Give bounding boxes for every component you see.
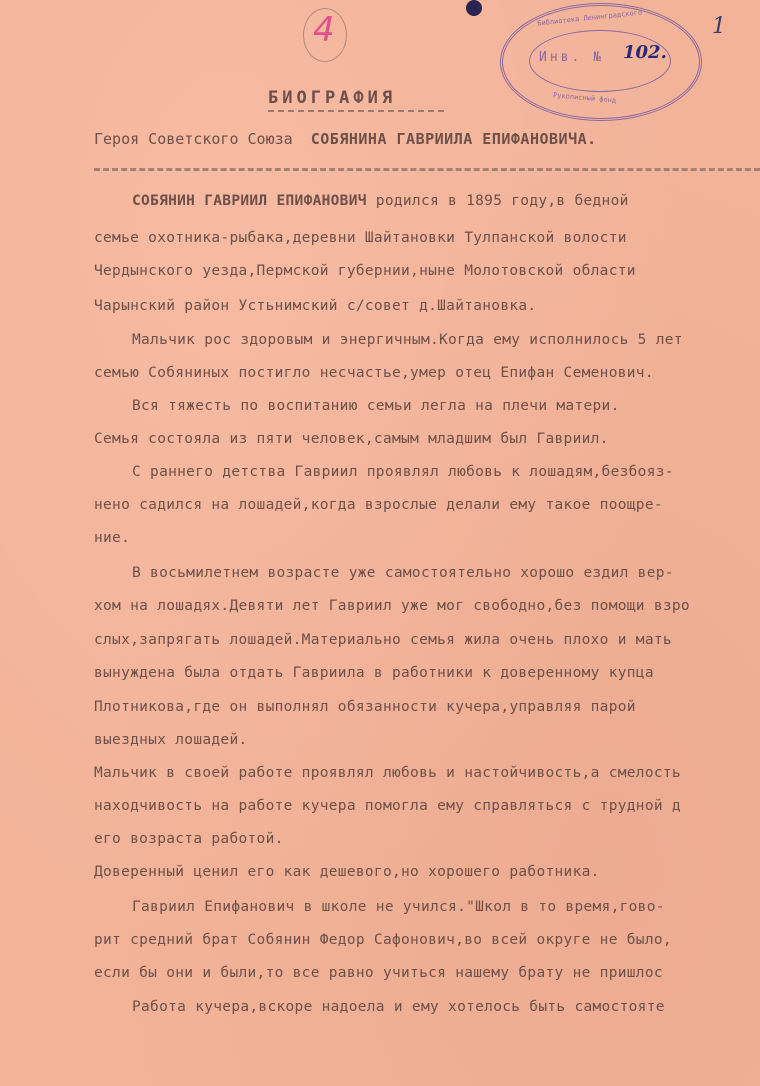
body-line: [94, 965, 663, 981]
title-underline: [268, 110, 444, 114]
body-line: [132, 999, 665, 1015]
stamp-top-text: Библиотека Ленинградского: [536, 8, 643, 28]
body-line: [94, 497, 663, 513]
body-line-text: находчивость на работе кучера помогла ему справляться с трудной д: [94, 798, 681, 814]
document-title: БИОГРАФИЯ: [268, 88, 397, 108]
body-line: [94, 932, 672, 948]
body-line-text: семью Собяниных постигло несчастье,умер отец Епифан Семенович.: [94, 365, 654, 381]
body-line-text: семье охотника-рыбака,деревни Шайтановки Тулпанской волости: [94, 230, 627, 246]
body-line: [132, 464, 674, 480]
body-line: [94, 665, 654, 681]
body-line-text: его возраста работой.: [94, 831, 284, 847]
body-line: [94, 765, 681, 781]
body-line-text: если бы они и были,то все равно учиться нашему брату не пришлос: [94, 965, 663, 981]
body-line-text: Гавриил Епифанович в школе не учился."Школ в то время,гово-: [132, 899, 665, 915]
folio-number: 4: [313, 10, 335, 50]
stamp-handwritten-number: 102.: [623, 42, 667, 63]
body-line: [94, 699, 636, 715]
header-rule: [94, 168, 760, 171]
body-line: [94, 798, 681, 814]
body-line: [132, 899, 665, 915]
body-line-text: Мальчик рос здоровым и энергичным.Когда ему исполнилось 5 лет: [132, 332, 683, 348]
stamp-inventory-label: Инв. №: [539, 50, 604, 65]
body-line-text: слых,запрягать лошадей.Материально семья жила очень плохо и мать: [94, 632, 672, 648]
body-line: [94, 831, 284, 847]
body-line-text: Чарынский район Устьнимский с/совет д.Шайтановка.: [94, 298, 537, 314]
body-line-text: С раннего детства Гавриил проявлял любовь к лошадям,безбояз-: [132, 464, 674, 480]
body-line: [132, 398, 620, 414]
body-line-text: Семья состояла из пяти человек,самым младшим был Гавриил.: [94, 431, 609, 447]
body-line-text: В восьмилетнем возрасте уже самостоятельно хорошо ездил вер-: [132, 565, 674, 581]
body-line: [132, 332, 683, 348]
body-line: [94, 263, 636, 279]
archive-stamp: [500, 3, 702, 121]
body-line-name: СОБЯНИН ГАВРИИЛ ЕПИФАНОВИЧ: [132, 193, 367, 209]
body-line-text: Чердынского уезда,Пермской губернии,ныне Молотовской области: [94, 263, 636, 279]
body-line: [94, 230, 627, 246]
body-line: [132, 193, 629, 209]
body-line: [94, 431, 609, 447]
subtitle-name: СОБЯНИНА ГАВРИИЛА ЕПИФАНОВИЧА.: [310, 130, 597, 148]
body-line-text: Доверенный ценил его как дешевого,но хорошего работника.: [94, 864, 600, 880]
body-line: [94, 632, 672, 648]
sheet-number: 1: [712, 14, 726, 39]
body-line: [132, 565, 674, 581]
body-line-text: рит средний брат Собянин Федор Сафонович,во всей округе не было,: [94, 932, 672, 948]
body-line-text: Мальчик в своей работе проявлял любовь и настойчивость,а смелость: [94, 765, 681, 781]
body-line: [94, 530, 130, 546]
body-line-text: Вся тяжесть по воспитанию семьи легла на плечи матери.: [132, 398, 620, 414]
body-line: [94, 598, 690, 614]
body-line-text: выездных лошадей.: [94, 732, 248, 748]
body-line-text: ние.: [94, 530, 131, 546]
body-line-text: нено садился на лошадей,когда взрослые делали ему такое поощре-: [94, 497, 663, 513]
body-line: [94, 732, 248, 748]
body-line-text: хом на лошадях.Девяти лет Гавриил уже мог свободно,без помощи взро: [94, 598, 690, 614]
body-line: [94, 864, 600, 880]
stamp-bottom-text: Рукописный фонд: [552, 91, 617, 105]
body-line: [94, 365, 654, 381]
ink-blot: [466, 0, 482, 16]
body-line-text: вынуждена была отдать Гавриила в работники к доверенному купца: [94, 665, 654, 681]
body-line-text: Работа кучера,вскоре надоела и ему хотелось быть самостояте: [132, 999, 665, 1015]
subtitle-prefix: Героя Советского Союза: [94, 130, 293, 148]
document-subtitle: [94, 130, 597, 148]
body-line: [94, 298, 536, 314]
body-line-text: Плотникова,где он выполнял обязанности кучера,управляя парой: [94, 699, 636, 715]
body-line-text: родился в 1895 году,в бедной: [366, 193, 629, 209]
